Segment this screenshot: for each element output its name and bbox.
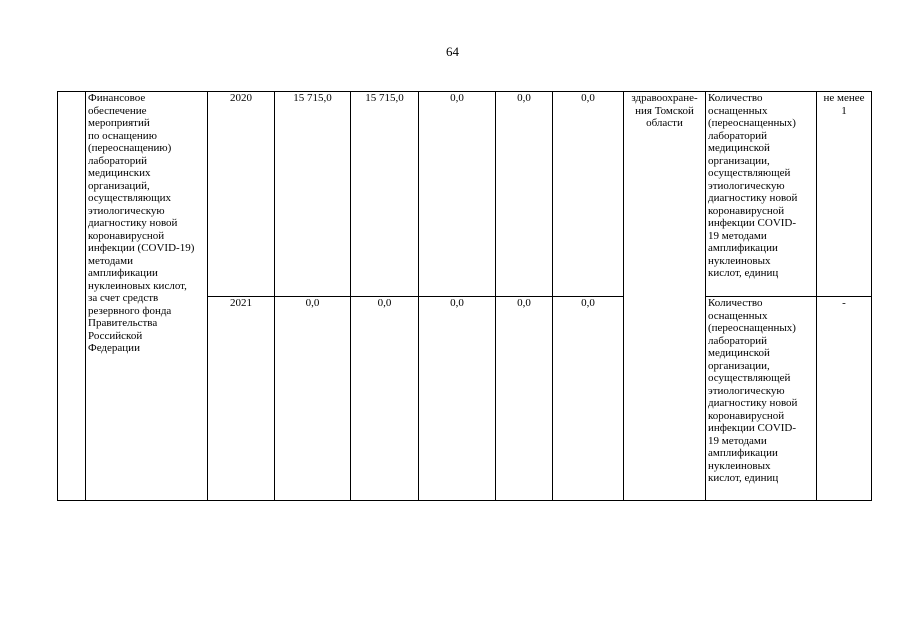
other-cell: 0,0 — [553, 92, 624, 297]
financing-table — [57, 91, 872, 501]
indicator-text: Количество оснащенных (переоснащенных) лабораторий медицинской организации, осуществляющей этиологическую диагностику новой коронавирусной инфекции COVID- 19 методами амплификации нуклеиновых кислот, единиц — [708, 92, 798, 279]
regional-cell: 0,0 — [419, 92, 496, 297]
row-number-cell — [58, 92, 86, 501]
federal-cell: 0,0 — [351, 297, 419, 501]
executor-name: здравоохране- ния Томской области — [631, 92, 698, 129]
page-number: 64 — [446, 44, 459, 59]
total-cell: 15 715,0 — [275, 92, 351, 297]
indicator-text: Количество оснащенных (переоснащенных) лабораторий медицинской организации, осуществляющей этиологическую диагностику новой коронавирусной инфекции COVID- 19 методами амплификации нуклеиновых кислот, единиц — [708, 297, 798, 484]
year-cell: 2020 — [208, 92, 275, 297]
regional-cell: 0,0 — [419, 297, 496, 501]
target-cell — [817, 297, 872, 501]
event-name-cell — [86, 92, 208, 501]
target-cell — [817, 92, 872, 297]
indicator-cell — [706, 297, 817, 501]
indicator-cell — [706, 92, 817, 297]
target-value: - — [842, 297, 846, 309]
table-row-2020 — [58, 92, 872, 297]
event-name: Финансовое обеспечение мероприятий по оснащению (переоснащению) лабораторий медицинских организаций, осуществляющих этиологическую диагностику новой коронавирусной инфекции (COVID-19) методами амплификации нуклеиновых кислот, за счет средств резервного фонда Правительства Российской Федерации — [88, 92, 195, 354]
year-cell: 2021 — [208, 297, 275, 501]
local-cell: 0,0 — [496, 297, 553, 501]
total-cell: 0,0 — [275, 297, 351, 501]
target-value: не менее 1 — [823, 92, 865, 117]
local-cell: 0,0 — [496, 92, 553, 297]
federal-cell: 15 715,0 — [351, 92, 419, 297]
other-cell: 0,0 — [553, 297, 624, 501]
executor-cell — [624, 92, 706, 501]
